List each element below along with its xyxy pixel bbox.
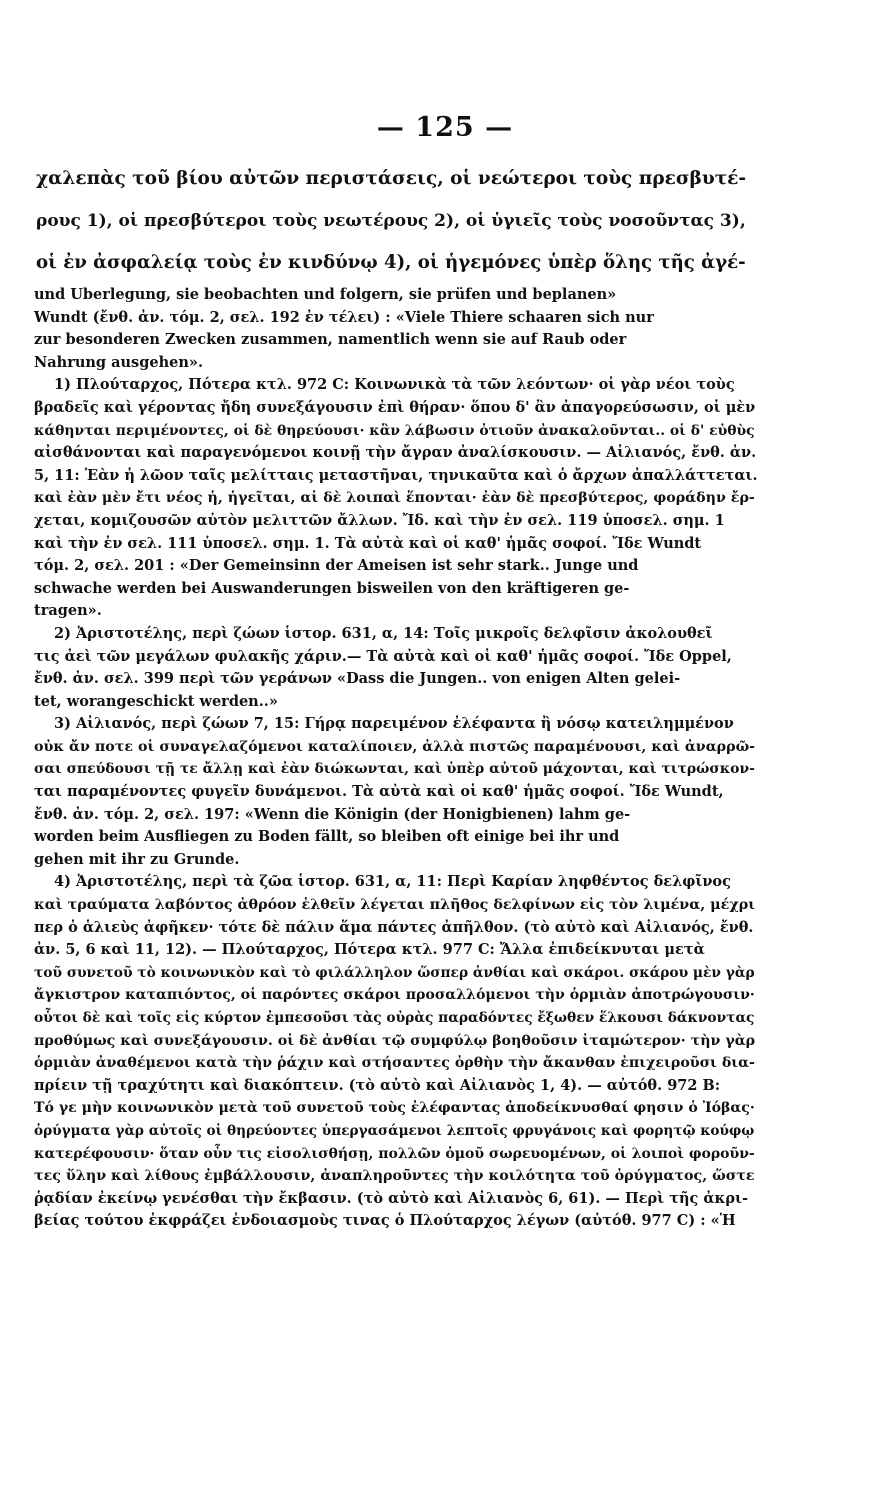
page-number: — 125 —: [376, 112, 514, 143]
footnote-line: ἔνθ. ἀν. σελ. 399 περὶ τῶν γεράνων «Dass die Jungen.. von enigen Alten gelei-: [34, 670, 681, 688]
footnote-line: ἄγκιστρον καταπιόντος, οἱ παρόντες σκάροι προσαλλόμενοι τὴν ὁρμιὰν ἀποτρώγουσιν·: [34, 987, 755, 1004]
footnote-line: Nahrung ausgehen».: [34, 353, 203, 371]
footnote-line: τόμ. 2, σελ. 201 : «Der Gemeinsinn der Ameisen ist sehr stark.. Junge und: [34, 557, 639, 575]
footnote-line: 1) Πλούταρχος, Πότερα κτλ. 972 C: Κοινωνικὰ τὰ τῶν λεόντων· οἱ γὰρ νέοι τοὺς: [54, 376, 735, 394]
main-text: [36, 158, 750, 284]
footnote-line: ται παραμένοντες φυγεῖν δυνάμενοι. Τὰ αὐτὰ καὶ οἱ καθ' ἡμᾶς σοφοί. Ἴδε Wundt,: [34, 783, 724, 801]
footnote-line: σαι σπεύδουσι τῇ τε ἄλλῃ καὶ ἐὰν διώκωνται, καὶ ὑπὲρ αὐτοῦ μάχονται, καὶ τιτρώσκον-: [34, 761, 755, 778]
footnote-line: κάθηνται περιμένοντες, οἱ δὲ θηρεύουσι· κἂν λάβωσιν ὁτιοῦν ἀνακαλοῦνται.. οἱ δ' εὐθὺς: [34, 422, 755, 439]
footnote-line: βραδεῖς καὶ γέροντας ἤδη συνεξάγουσιν ἐπὶ θήραν· ὅπου δ' ἂν ἀπαγορεύσωσιν, οἱ μὲν: [34, 398, 756, 416]
footnote-line: βείας τούτου ἐκφράζει ἐνδοιασμοὺς τινας ὁ Πλούταρχος λέγων (αὐτόθ. 977 C) : «Ἡ: [34, 1212, 736, 1230]
footnote-line: und Uberlegung, sie beobachten und folgern, sie prüfen und beplanen»: [34, 286, 617, 303]
footnote-line: 3) Αἰλιανός, περὶ ζώων 7, 15: Γήρᾳ παρειμένον ἐλέφαντα ἢ νόσῳ κατειλημμένον: [54, 715, 734, 733]
main-text-line: χαλεπὰς τοῦ βίου αὐτῶν περιστάσεις, οἱ νεώτεροι τοὺς πρεσβυτέ-: [36, 168, 747, 189]
footnote-line: χεται, κομιζουσῶν αὐτὸν μελιττῶν ἄλλων. Ἴδ. καὶ τὴν ἐν σελ. 119 ὑποσελ. σημ. 1: [34, 511, 725, 529]
footnote-line: schwache werden bei Auswanderungen bisweilen von den kräftigeren ge-: [34, 579, 630, 597]
footnote-line: τες ὕλην καὶ λίθους ἐμβάλλουσιν, ἀναπληροῦντες τὴν κοιλότητα τοῦ ὀρύγματος, ὥστε: [34, 1168, 755, 1185]
footnote-line: tragen».: [34, 602, 102, 620]
footnote-line: ῥᾳδίαν ἐκείνῳ γενέσθαι τὴν ἔκβασιν. (τὸ αὐτὸ καὶ Αἰλιανὸς 6, 61). — Περὶ τῆς ἀκρι-: [34, 1189, 749, 1207]
footnote-line: αἰσθάνονται καὶ παραγενόμενοι κοινῇ τὴν ἄγραν ἀναλίσκουσιν. — Αἰλιανός, ἔνθ. ἀν.: [34, 444, 757, 462]
footnote-line: οὗτοι δὲ καὶ τοῖς εἰς κύρτον ἐμπεσοῦσι τὰς οὐρὰς παραδόντες ἔξωθεν ἕλκουσι δάκνοντας: [34, 1010, 755, 1026]
footnote-line: ὁρμιὰν ἀναθέμενοι κατὰ τὴν ῥάχιν καὶ στήσαντες ὀρθὴν τὴν ἄκανθαν ἐπιχειροῦσι δια-: [34, 1055, 755, 1072]
footnote-line: προθύμως καὶ συνεξάγουσιν. οἱ δὲ ἀνθίαι τῷ συμφύλῳ βοηθοῦσιν ἰταμώτερον· τὴν γὰρ: [34, 1032, 756, 1049]
footnote-line: Wundt (ἔνθ. ἀν. τόμ. 2, σελ. 192 ἐν τέλει) : «Viele Thiere schaaren sich nur: [34, 308, 654, 326]
footnote-line: 4) Ἀριστοτέλης, περὶ τὰ ζῶα ἱστορ. 631, α, 11: Περὶ Καρίαν ληφθέντος δελφῖνος: [54, 873, 731, 891]
footnote-line: 5, 11: Ἐὰν ἡ λῶον ταῖς μελίτταις μεταστῆναι, τηνικαῦτα καὶ ὁ ἄρχων ἀπαλλάττεται.: [34, 466, 758, 484]
footnote-line: worden beim Ausfliegen zu Boden fällt, so bleiben oft einige bei ihr und: [34, 828, 620, 846]
footnote-line: ἀν. 5, 6 καὶ 11, 12). — Πλούταρχος, Πότερα κτλ. 977 C: Ἄλλα ἐπιδείκνυται μετὰ: [34, 941, 705, 959]
footnote-line: ὀρύγματα γὰρ αὐτοῖς οἱ θηρεύοντες ὑπεργασάμενοι λεπτοῖς φρυγάνοις καὶ φορητῷ κούφῳ: [34, 1122, 755, 1139]
footnote-line: καὶ τὴν ἐν σελ. 111 ὑποσελ. σημ. 1. Τὰ αὐτὰ καὶ οἱ καθ' ἡμᾶς σοφοί. Ἴδε Wundt: [34, 534, 702, 552]
footnote-line: gehen mit ihr zu Grunde.: [34, 850, 240, 868]
footnote-line: tet, worangeschickt werden..»: [34, 692, 278, 710]
footnotes: [34, 284, 759, 1233]
footnote-line: zur besonderen Zwecken zusammen, namentlich wenn sie auf Raub oder: [34, 331, 627, 349]
footnote-line: τοῦ συνετοῦ τὸ κοινωνικὸν καὶ τὸ φιλάλληλον ὥσπερ ἀνθίαι καὶ σκάροι. σκάρου μὲν γὰρ: [34, 964, 755, 981]
footnote-line: Τό γε μὴν κοινωνικὸν μετὰ τοῦ συνετοῦ τοὺς ἐλέφαντας ἀποδείκνυσθαί φησιν ὁ Ἰόβας·: [34, 1100, 755, 1117]
footnote-line: οὐκ ἄν ποτε οἱ συναγελαζόμενοι καταλίποιεν, ἀλλὰ πιστῶς παραμένουσι, καὶ ἀναρρῶ-: [34, 738, 756, 755]
footnote-line: περ ὁ ἁλιεὺς ἀφῆκεν· τότε δὲ πάλιν ἅμα πάντες ἀπῆλθον. (τὸ αὐτὸ καὶ Αἰλιανός, ἔνθ.: [34, 918, 754, 936]
footnote-line: τις ἀεὶ τῶν μεγάλων φυλακῆς χάριν.— Τὰ αὐτὰ καὶ οἱ καθ' ἡμᾶς σοφοί. Ἴδε Oppel,: [34, 647, 732, 665]
footnote-line: καὶ τραύματα λαβόντος ἀθρόον ἐλθεῖν λέγεται πλῆθος δελφίνων εἰς τὸν λιμένα, μέχρι: [34, 897, 756, 914]
footnote-line: κατερέφουσιν· ὅταν οὖν τις εἰσολισθήσῃ, πολλῶν ὁμοῦ σωρευομένων, οἱ λοιποὶ φοροῦν-: [34, 1145, 755, 1162]
main-text-line: ρους 1), οἱ πρεσβύτεροι τοὺς νεωτέρους 2), οἱ ὑγιεῖς τοὺς νοσοῦντας 3),: [36, 211, 746, 231]
footnote-line: ἔνθ. ἀν. τόμ. 2, σελ. 197: «Wenn die Königin (der Honigbienen) lahm ge-: [34, 805, 631, 823]
footnote-line: καὶ ἐὰν μὲν ἔτι νέος ἡ, ἡγεῖται, αἱ δὲ λοιπαὶ ἕπονται· ἐὰν δὲ πρεσβύτερος, φοράδην ἔρ-: [34, 490, 755, 507]
footnote-line: 2) Ἀριστοτέλης, περὶ ζώων ἱστορ. 631, α, 14: Τοῖς μικροῖς δελφῖσιν ἀκολουθεῖ: [54, 624, 713, 642]
footnote-line: πρίειν τῇ τραχύτητι καὶ διακόπτειν. (τὸ αὐτὸ καὶ Αἰλιανὸς 1, 4). — αὐτόθ. 972 B:: [34, 1076, 721, 1094]
main-text-line: οἱ ἐν ἀσφαλείᾳ τοὺς ἐν κινδύνῳ 4), οἱ ἡγεμόνες ὑπὲρ ὅλης τῆς ἀγέ-: [36, 252, 746, 273]
